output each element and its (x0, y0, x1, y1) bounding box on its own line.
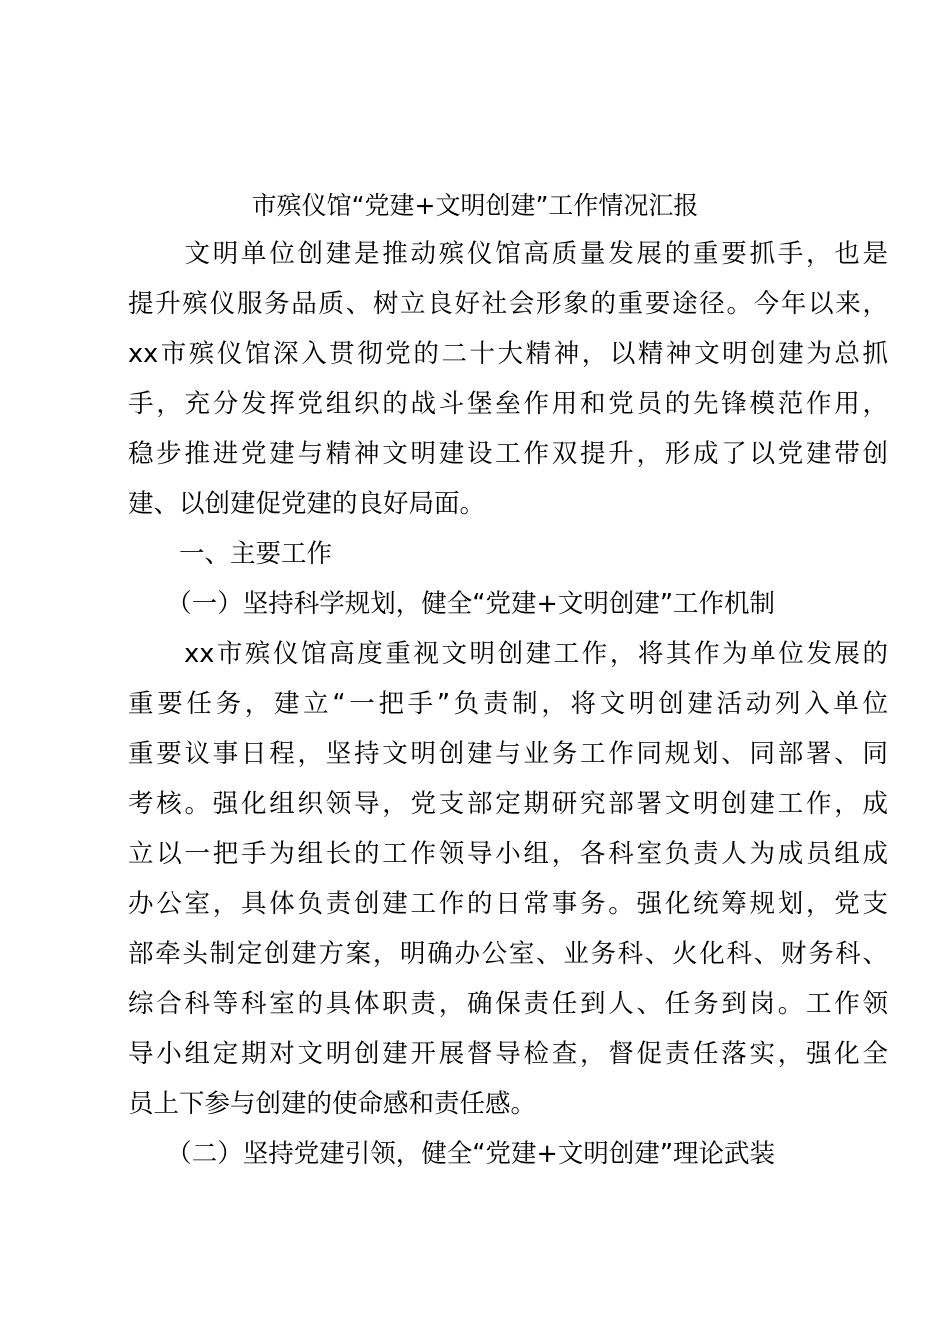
body-line: 提升殡仪服务品质、树立良好社会形象的重要途径。今年以来， (128, 289, 888, 319)
body-line: 立以一把手为组长的工作领导小组，各科室负责人为成员组成 (128, 839, 888, 869)
body-line: 重要任务，建立“一把手”负责制，将文明创建活动列入单位 (128, 689, 888, 719)
body-line: xx市殡仪馆高度重视文明创建工作，将其作为单位发展的 (128, 639, 888, 669)
body-line: 建、以创建促党建的良好局面。 (128, 489, 486, 519)
body-line: 员上下参与创建的使命感和责任感。 (128, 1089, 537, 1119)
body-line: 稳步推进党建与精神文明建设工作双提升，形成了以党建带创 (128, 439, 888, 469)
body-line: 重要议事日程，坚持文明创建与业务工作同规划、同部署、同 (128, 739, 888, 769)
body-line: xx市殡仪馆深入贯彻党的二十大精神，以精神文明创建为总抓 (128, 339, 888, 369)
subsection-heading: （一）坚持科学规划，健全“党建+文明创建”工作机制 (128, 589, 776, 619)
body-line: 文明单位创建是推动殡仪馆高质量发展的重要抓手，也是 (128, 239, 888, 269)
body-line: 综合科等科室的具体职责，确保责任到人、任务到岗。工作领 (128, 989, 888, 1019)
body-line: 部牵头制定创建方案，明确办公室、业务科、火化科、财务科、 (128, 939, 888, 969)
body-line: 考核。强化组织领导，党支部定期研究部署文明创建工作，成 (128, 789, 888, 819)
document-title: 市殡仪馆“党建+文明创建”工作情况汇报 (251, 191, 699, 220)
body-line: 办公室，具体负责创建工作的日常事务。强化统筹规划，党支 (128, 889, 888, 919)
subsection-heading: （二）坚持党建引领，健全“党建+文明创建”理论武装 (128, 1139, 776, 1169)
section-heading: 一、主要工作 (128, 539, 333, 569)
body-line: 手，充分发挥党组织的战斗堡垒作用和党员的先锋模范作用， (128, 389, 888, 419)
body-line: 导小组定期对文明创建开展督导检查，督促责任落实，强化全 (128, 1039, 888, 1069)
